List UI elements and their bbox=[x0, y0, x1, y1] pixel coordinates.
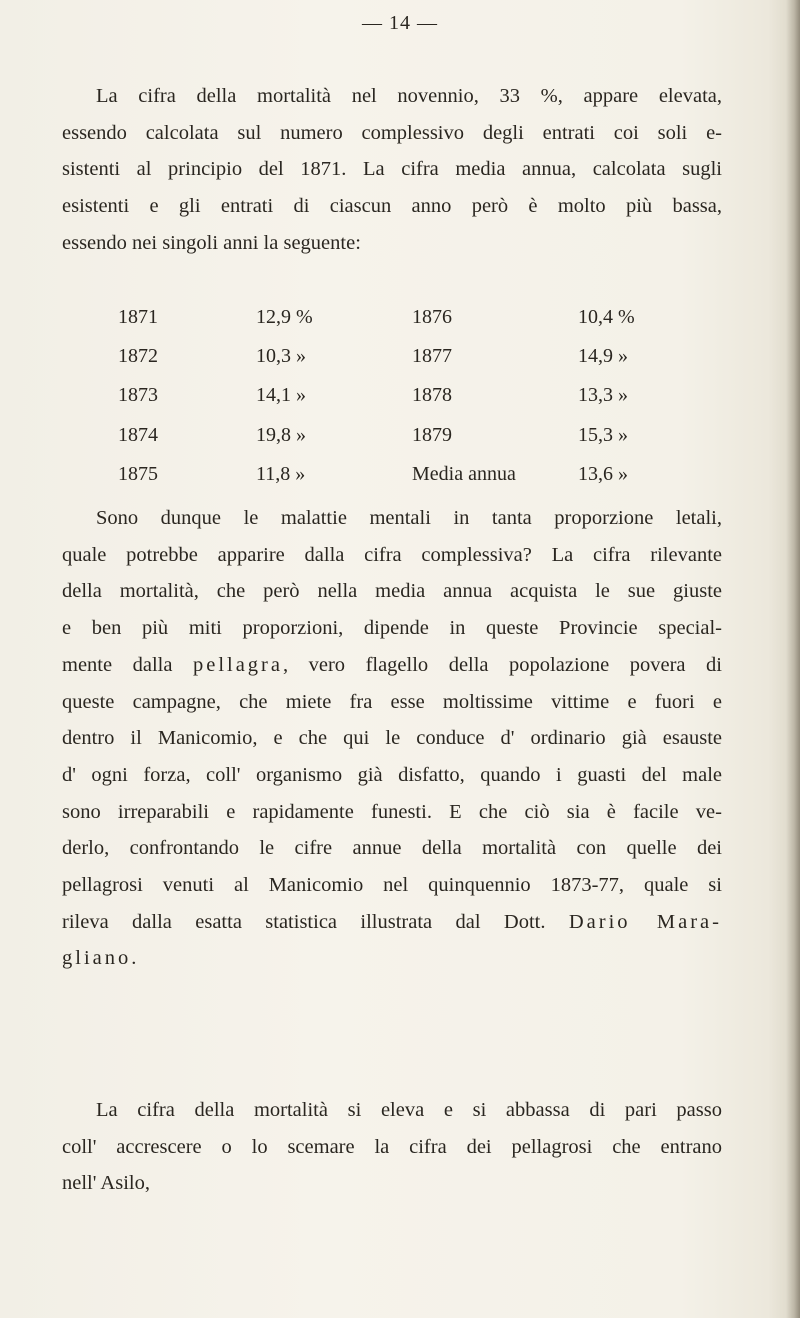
paragraph-2 bbox=[62, 500, 722, 977]
text-line: pellagrosi venuti al Manicomio nel quinquennio 1873-77, quale si bbox=[62, 874, 722, 897]
rate-cell: 19,8 » bbox=[256, 423, 306, 446]
paragraph-3 bbox=[62, 1092, 722, 1202]
table-row bbox=[118, 455, 708, 494]
table-row bbox=[118, 376, 708, 415]
year-cell: 1871 bbox=[118, 306, 158, 329]
paragraph-1 bbox=[62, 78, 722, 262]
emphasized-term: pellagra bbox=[192, 653, 283, 676]
rate-cell: 12,9 % bbox=[256, 306, 313, 329]
text-line bbox=[62, 647, 722, 684]
rate-cell: 13,6 » bbox=[578, 462, 628, 485]
text-line: della mortalità, che però nella media annua acquista le sue giuste bbox=[62, 580, 722, 603]
author-name: Dario Mara- bbox=[568, 910, 722, 933]
text-line: queste campagne, che miete fra esse moltissime vittime e fuori e bbox=[62, 690, 722, 713]
text-line: derlo, confrontando le cifre annue della mortalità con quelle dei bbox=[62, 837, 722, 860]
year-cell: 1879 bbox=[412, 423, 452, 446]
text-line: Sono dunque le malattie mentali in tanta proporzione letali, bbox=[96, 507, 722, 529]
text-line: e ben più miti proporzioni, dipende in queste Provincie special- bbox=[62, 617, 722, 640]
text-line bbox=[62, 904, 722, 941]
text-line: essendo calcolata sul numero complessivo degli entrati coi soli e- bbox=[62, 121, 722, 144]
text-fragment: . bbox=[131, 947, 137, 970]
rate-cell: 10,4 % bbox=[578, 306, 635, 329]
text-line bbox=[62, 940, 722, 977]
page-number: — 14 — bbox=[362, 12, 438, 34]
rate-cell: 14,1 » bbox=[256, 384, 306, 407]
year-cell: 1876 bbox=[412, 306, 452, 329]
mortality-table bbox=[118, 298, 708, 494]
rate-cell: 10,3 » bbox=[256, 345, 306, 368]
text-line: sono irreparabili e rapidamente funesti. E che ciò sia è facile ve- bbox=[62, 800, 722, 823]
text-line: quale potrebbe apparire dalla cifra complessiva? La cifra rilevante bbox=[62, 543, 722, 566]
text-line: sistenti al principio del 1871. La cifra media annua, calcolata sugli bbox=[62, 158, 722, 181]
rate-cell: 13,3 » bbox=[578, 384, 628, 407]
table-row bbox=[118, 416, 708, 455]
text-line: nell' Asilo, bbox=[62, 1172, 150, 1195]
text-line: La cifra della mortalità si eleva e si abbassa di pari passo bbox=[96, 1099, 722, 1121]
year-cell: 1875 bbox=[118, 462, 158, 485]
table-row bbox=[118, 298, 708, 337]
year-cell: 1874 bbox=[118, 423, 158, 446]
rate-cell: 15,3 » bbox=[578, 423, 628, 446]
year-cell: 1873 bbox=[118, 384, 158, 407]
text-line: La cifra della mortalità nel novennio, 33 %, appare elevata, bbox=[96, 85, 722, 107]
text-fragment: rileva dalla esatta statistica illustrata dal Dott. bbox=[62, 910, 546, 933]
text-line: esistenti e gli entrati di ciascun anno però è molto più bassa, bbox=[62, 195, 722, 218]
page-edge-shadow bbox=[786, 0, 800, 1318]
rate-cell: 14,9 » bbox=[578, 345, 628, 368]
table-row bbox=[118, 337, 708, 376]
text-line: coll' accrescere o lo scemare la cifra dei pellagrosi che entrano bbox=[62, 1135, 722, 1158]
year-cell: 1877 bbox=[412, 345, 452, 368]
text-fragment: mente dalla bbox=[62, 653, 173, 676]
rate-cell: 11,8 » bbox=[256, 462, 306, 485]
author-name: gliano bbox=[62, 947, 132, 970]
text-fragment: , vero flagello della popolazione povera di bbox=[282, 653, 722, 676]
year-cell: 1878 bbox=[412, 384, 452, 407]
text-line: essendo nei singoli anni la seguente: bbox=[62, 231, 361, 254]
year-cell: 1872 bbox=[118, 345, 158, 368]
average-label-cell: Media annua bbox=[412, 462, 516, 485]
text-line: d' ogni forza, coll' organismo già disfatto, quando i guasti del male bbox=[62, 763, 722, 786]
text-line: dentro il Manicomio, e che qui le conduce d' ordinario già esauste bbox=[62, 727, 722, 750]
